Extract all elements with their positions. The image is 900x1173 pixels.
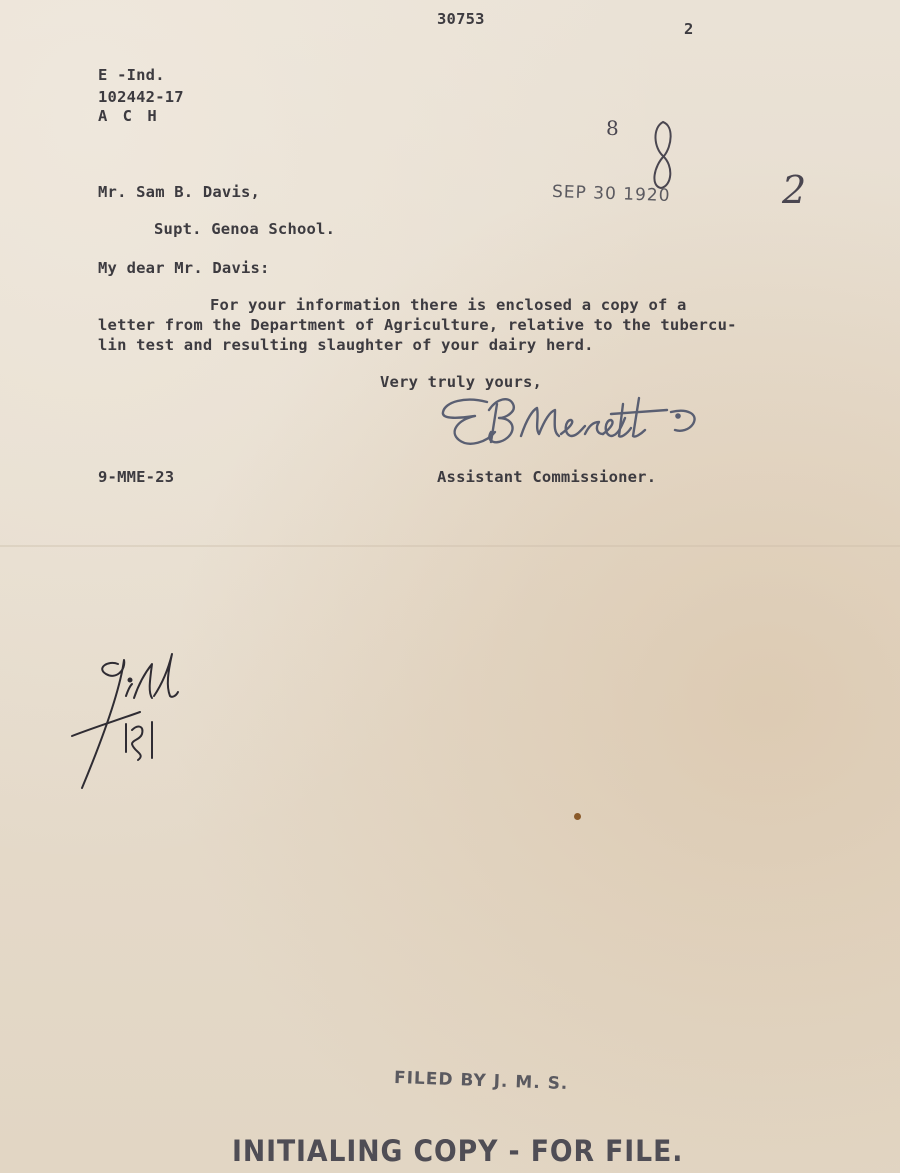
- fold-crease: [0, 545, 900, 547]
- pencil-mark-2: 2: [782, 168, 807, 212]
- pencil-mark-8: 8: [606, 116, 619, 140]
- handwritten-file-note: [68, 640, 188, 800]
- salutation: My dear Mr. Davis:: [98, 259, 270, 277]
- signer-title: Assistant Commissioner.: [437, 468, 657, 486]
- date-received-stamp: SEP 30 1920: [551, 181, 671, 207]
- recipient-name: Mr. Sam B. Davis,: [98, 183, 261, 201]
- body-line-3: lin test and resulting slaughter of your dairy herd.: [98, 336, 594, 354]
- initialing-copy-stamp: INITIALING COPY - FOR FILE.: [232, 1134, 684, 1168]
- file-code-line-1: E -Ind.: [98, 66, 165, 84]
- closing: Very truly yours,: [380, 373, 543, 391]
- pencil-large-8: [648, 118, 678, 193]
- paper-stain: [574, 813, 581, 820]
- signature-e-b-meritt: [435, 388, 710, 458]
- body-line-2: letter from the Department of Agriculture, relative to the tubercu-: [98, 316, 737, 334]
- file-code-line-2: 102442-17: [98, 88, 184, 106]
- page-number: 2: [684, 20, 694, 38]
- typist-initials: A C H: [98, 107, 160, 125]
- body-line-1: For your information there is enclosed a copy of a: [210, 296, 687, 314]
- reference-code: 9-MME-23: [98, 468, 175, 486]
- recipient-title: Supt. Genoa School.: [154, 220, 336, 238]
- document-number: 30753: [437, 10, 485, 28]
- filed-by-stamp: FILED BY J. M. S.: [393, 1067, 569, 1095]
